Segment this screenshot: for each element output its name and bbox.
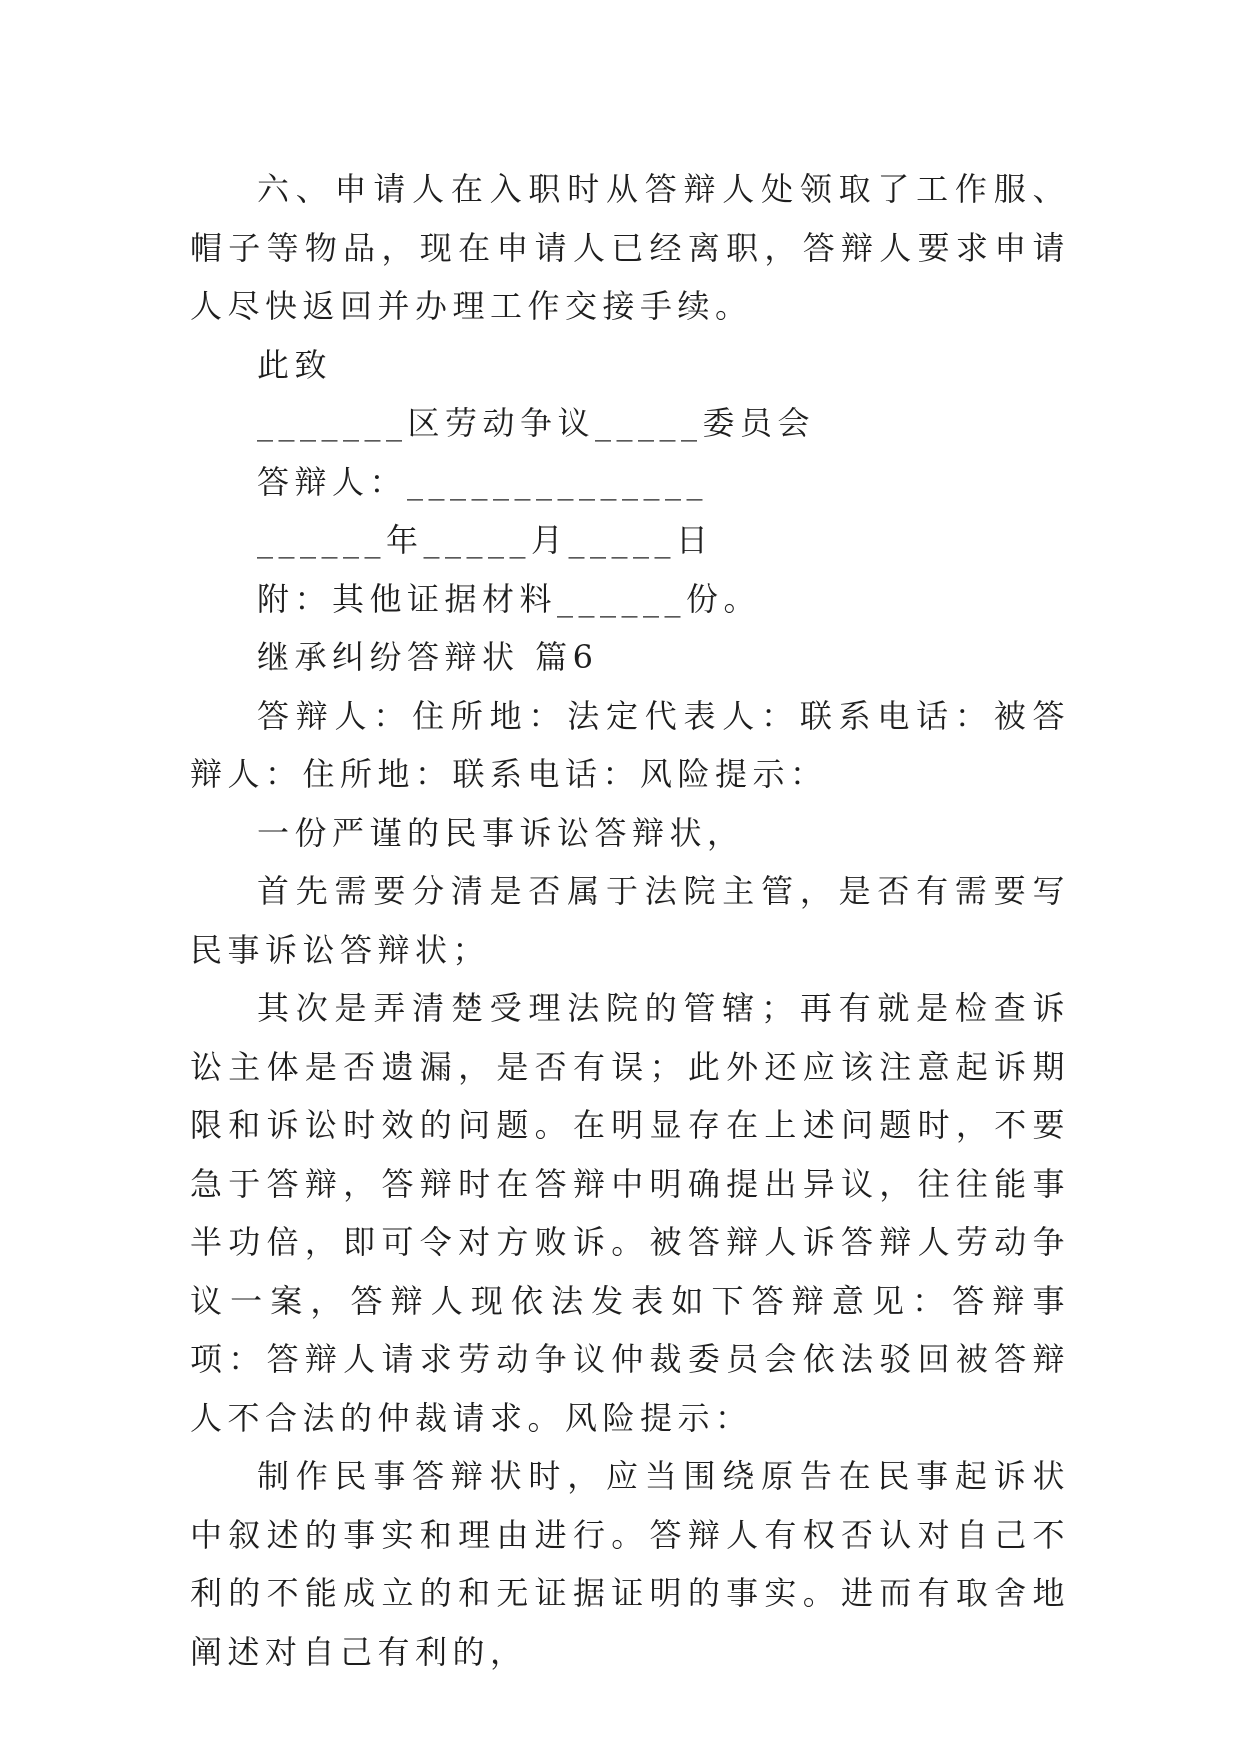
salutation: 此致	[257, 345, 333, 384]
paragraph-intro: 一份严谨的民事诉讼答辩状，	[257, 813, 745, 852]
paragraph-first: 首先需要分清是否属于法院主管，是否有需要写民事诉讼答辩状；	[190, 872, 1070, 969]
date-line: ______年_____月_____日	[257, 521, 714, 559]
paragraph-drafting: 制作民事答辩状时，应当围绕原告在民事起诉状中叙述的事实和理由进行。答辩人有权否认对自己不利的不能成立的和无证据证明的事实。进而有取舍地阐述对自己有利的，	[190, 1457, 1070, 1671]
party-info: 答辩人：住所地：法定代表人：联系电话：被答辩人：住所地：联系电话：风险提示：	[190, 696, 1070, 793]
paragraph-item-six: 六、申请人在入职时从答辩人处领取了工作服、帽子等物品，现在申请人已经离职，答辩人要求申请人尽快返回并办理工作交接手续。	[190, 170, 1070, 325]
addressee-committee: _______区劳动争议_____委员会	[257, 404, 816, 442]
section-heading: 继承纠纷答辩状 篇6	[257, 638, 599, 676]
document-body	[190, 160, 1070, 1681]
respondent-signature: 答辩人：______________	[257, 462, 709, 501]
paragraph-second: 其次是弄清楚受理法院的管辖；再有就是检查诉讼主体是否遗漏，是否有误；此外还应该注意起诉期限和诉讼时效的问题。在明显存在上述问题时，不要急于答辩，答辩时在答辩中明确提出异议，往往能事半功倍，即可令对方败诉。被答辩人诉答辩人劳动争议一案，答辩人现依法发表如下答辩意见：答辩事项：答辩人请求劳动争议仲裁委员会依法驳回被答辩人不合法的仲裁请求。风险提示：	[190, 989, 1070, 1437]
attachment-note: 附：其他证据材料______份。	[257, 579, 762, 618]
